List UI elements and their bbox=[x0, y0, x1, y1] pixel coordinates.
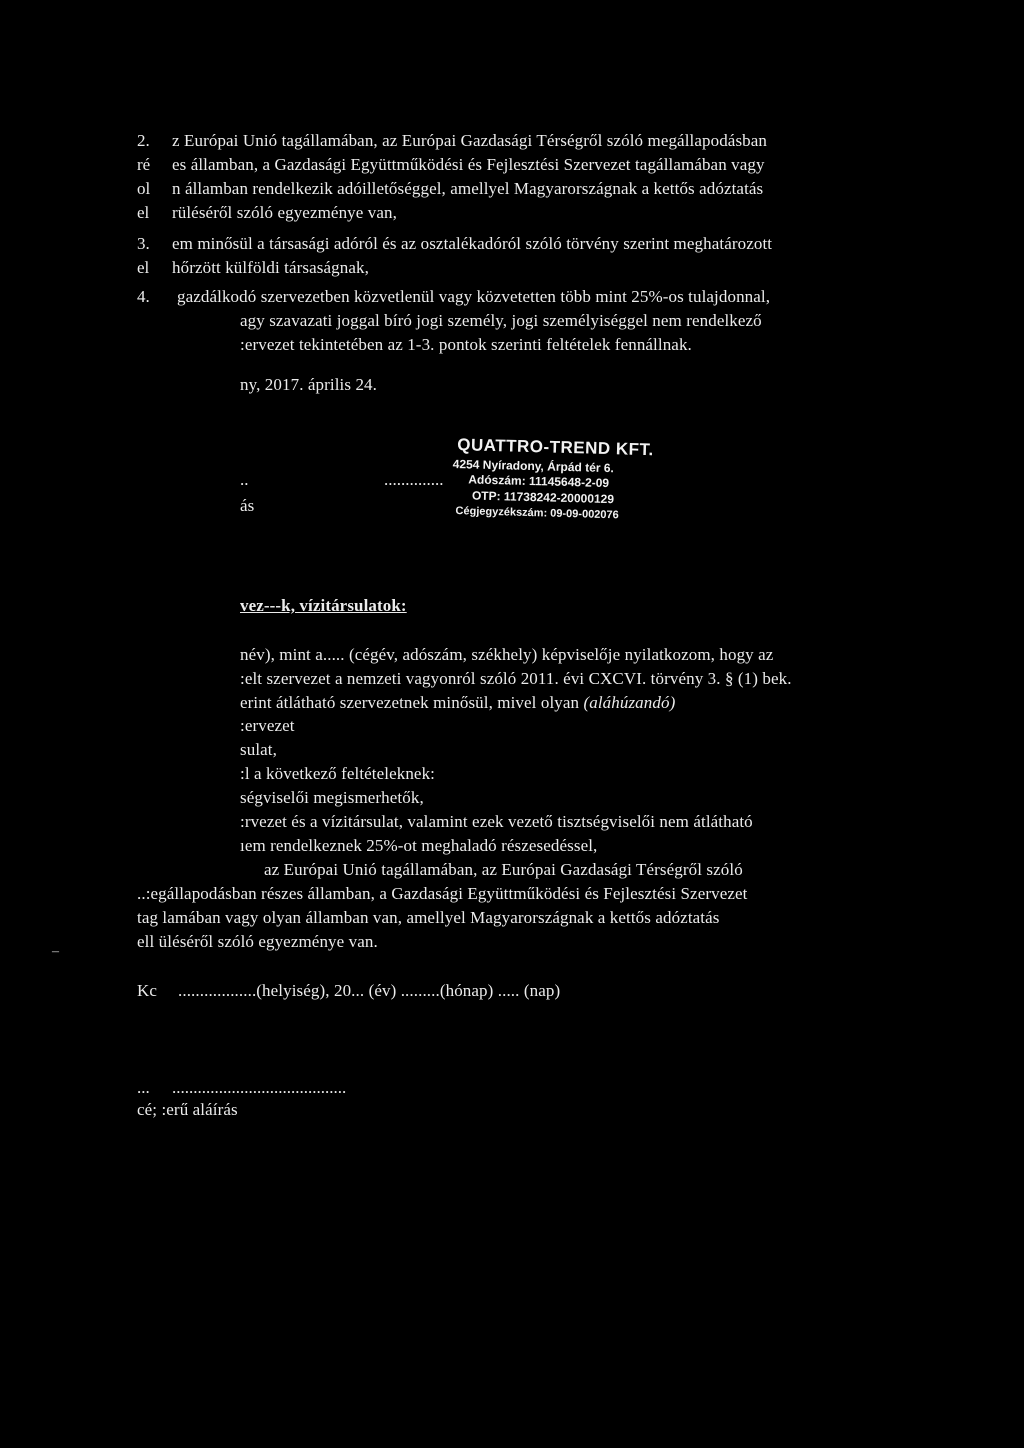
item-3-line-2: hőrzött külföldi társaságnak, bbox=[172, 258, 369, 277]
section-b-line-10: az Európai Unió tagállamában, az Európai Gazdasági Térségről szóló bbox=[264, 860, 743, 879]
item-2-line-1: z Európai Unió tagállamában, az Európai Gazdasági Térségről szóló megállapodásban bbox=[172, 131, 768, 150]
signature-label: ás bbox=[240, 496, 255, 515]
item-4-number: 4. bbox=[137, 287, 150, 306]
stamp-company: QUATTRO-TREND KFT. bbox=[457, 435, 655, 460]
item-2-fragment-2: ol bbox=[137, 179, 151, 198]
item-3-fragment-1: el bbox=[137, 258, 150, 277]
section-b-line-7: ségviselői megismerhetők, bbox=[240, 788, 424, 807]
item-4-line-3: :ervezet tekintetében az 1-3. pontok szerinti feltételek fennállnak. bbox=[240, 335, 692, 354]
company-stamp bbox=[447, 435, 690, 553]
section-b-line-1: név), mint a..... (cégév, adószám, székhely) képviselője nyilatkozom, hogy az bbox=[240, 645, 774, 664]
signature-dots-short: .. bbox=[240, 470, 249, 489]
final-signature-label: cé; :erű aláírás bbox=[137, 1100, 238, 1119]
item-2-number: 2. bbox=[137, 131, 150, 150]
section-b-line-8: :rvezet és a vízitársulat, valamint ezek vezető tisztségviselői nem átlátható bbox=[240, 812, 753, 831]
stamp-reg: Cégjegyzékszám: 09-09-002076 bbox=[455, 505, 619, 522]
section-b-line-12: tag lamában vagy olyan államban van, amellyel Magyarországnak a kettős adóztatás bbox=[137, 908, 720, 927]
stamp-bank: OTP: 11738242-20000129 bbox=[471, 488, 615, 507]
item-2-fragment-3: el bbox=[137, 203, 150, 222]
date-line: ny, 2017. április 24. bbox=[240, 375, 377, 394]
section-b-line-11: ..:egállapodásban részes államban, a Gazdasági Együttműködési és Fejlesztési Szervezet bbox=[137, 884, 748, 903]
section-b-line-13: ell üléséről szóló egyezménye van. bbox=[137, 932, 378, 951]
section-b-line-5: sulat, bbox=[240, 740, 277, 759]
place-date-line: ..................(helyiség), 20... (év) .........(hónap) ..... (nap) bbox=[178, 981, 561, 1000]
section-b-line-3: erint átlátható szervezetnek minősül, mivel olyan bbox=[240, 693, 580, 712]
stamp-tax: Adószám: 11145648-2-09 bbox=[468, 472, 610, 491]
item-2-line-2: es államban, a Gazdasági Együttműködési és Fejlesztési Szervezet tagállamában vagy bbox=[172, 155, 765, 174]
item-2-line-4: rüléséről szóló egyezménye van, bbox=[172, 203, 397, 222]
final-signature-dots-long: ......................................... bbox=[172, 1078, 347, 1097]
section-b-line-9: ıem rendelkeznek 25%-ot meghaladó részesedéssel, bbox=[240, 836, 598, 855]
section-b-line-6: :l a következő feltételeknek: bbox=[240, 764, 436, 783]
section-b-heading: vez---k, vízitársulatok: bbox=[240, 596, 407, 615]
margin-dash: – bbox=[52, 944, 59, 959]
item-4-line-1: gazdálkodó szervezetben közvetlenül vagy közvetetten több mint 25%-os tulajdonnal, bbox=[177, 287, 771, 306]
item-3-number: 3. bbox=[137, 234, 150, 253]
item-3-line-1: em minősül a társasági adóról és az osztalékadóról szóló törvény szerint meghatározott bbox=[172, 234, 773, 253]
section-b-line-4: :ervezet bbox=[240, 716, 295, 735]
underline-note: (aláhúzandó) bbox=[583, 693, 676, 712]
signature-dots-long: .............. bbox=[384, 470, 444, 489]
section-b-line-3-wrap bbox=[240, 693, 675, 713]
section-b-line-2: :elt szervezet a nemzeti vagyonról szóló 2011. évi CXCVI. törvény 3. § (1) bek. bbox=[240, 669, 792, 688]
final-signature-dots-short: ... bbox=[137, 1078, 150, 1097]
stamp-address: 4254 Nyíradony, Árpád tér 6. bbox=[452, 456, 615, 476]
item-2-fragment-1: ré bbox=[137, 155, 151, 174]
item-4-line-2: agy szavazati joggal bíró jogi személy, jogi személyiséggel nem rendelkező bbox=[240, 311, 762, 330]
item-2-line-3: n államban rendelkezik adóilletőséggel, amellyel Magyarországnak a kettős adóztatás bbox=[172, 179, 764, 198]
place-date-prefix: Kc bbox=[137, 981, 158, 1000]
